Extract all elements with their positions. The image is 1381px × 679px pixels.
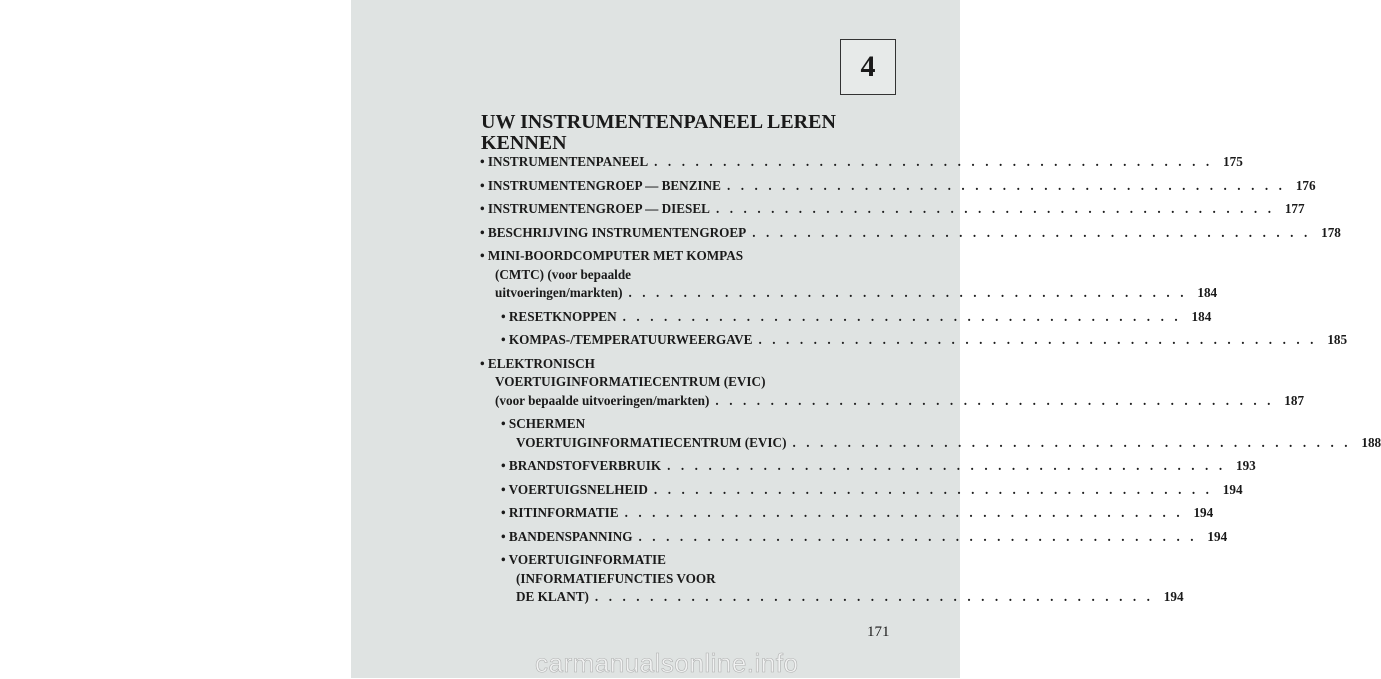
toc-leader-dots: . . . . . . . . . . . . . . . . . . . . . . . . . . . . . . . . . . . . . . . . . — [594, 589, 1154, 604]
toc-leader-dots: . . . . . . . . . . . . . . . . . . . . . . . . . . . . . . . . . . . . . . . . . — [628, 285, 1188, 300]
toc-entry[interactable] — [480, 224, 1341, 243]
toc-leader-dots: . . . . . . . . . . . . . . . . . . . . . . . . . . . . . . . . . . . . . . . . . — [758, 332, 1318, 347]
toc-entry[interactable] — [480, 247, 1218, 303]
toc-leader-dots: . . . . . . . . . . . . . . . . . . . . . . . . . . . . . . . . . . . . . . . . . — [715, 201, 1275, 216]
table-of-contents — [480, 153, 1381, 612]
toc-entry-text: • BESCHRIJVING INSTRUMENTENGROEP — [480, 224, 747, 240]
toc-entry-page: 184 — [1197, 285, 1218, 300]
toc-entry-text: • BANDENSPANNING — [501, 528, 633, 544]
toc-entry-text-continued: VOERTUIGINFORMATIECENTRUM (EVIC) — [495, 374, 766, 389]
toc-entry-text: • INSTRUMENTENGROEP — BENZINE — [480, 177, 721, 193]
toc-entry-page: 187 — [1284, 392, 1305, 408]
toc-subentry[interactable] — [501, 504, 1214, 523]
toc-entry-text-continued: VOERTUIGINFORMATIECENTRUM (EVIC) — [516, 434, 787, 450]
toc-entry-page: 184 — [1191, 308, 1212, 324]
toc-leader-dots: . . . . . . . . . . . . . . . . . . . . . . . . . . . . . . . . . . . . . . . . . — [792, 434, 1352, 450]
toc-subentry[interactable] — [501, 481, 1243, 500]
toc-entry-text: • SCHERMEN — [501, 416, 586, 431]
watermark-text: carmanualsonline.info — [535, 648, 799, 678]
toc-leader-dots: . . . . . . . . . . . . . . . . . . . . . . . . . . . . . . . . . . . . . . . . . — [653, 481, 1213, 497]
toc-entry-text-continued: (INFORMATIEFUNCTIES VOOR — [516, 570, 716, 586]
toc-leader-dots: . . . . . . . . . . . . . . . . . . . . . . . . . . . . . . . . . . . . . . . . . — [624, 505, 1184, 520]
toc-subentry[interactable] — [501, 551, 1184, 607]
toc-subentry[interactable] — [501, 457, 1256, 476]
toc-entry-page: 194 — [1163, 589, 1184, 604]
toc-entry-page: 193 — [1235, 458, 1256, 473]
toc-subentry[interactable] — [501, 415, 1381, 452]
toc-leader-dots: . . . . . . . . . . . . . . . . . . . . . . . . . . . . . . . . . . . . . . . . . — [726, 177, 1286, 193]
toc-entry-page: 185 — [1327, 332, 1348, 347]
toc-entry-text: • VOERTUIGINFORMATIE — [501, 552, 666, 567]
toc-entry-page: 194 — [1193, 505, 1214, 520]
toc-entry[interactable] — [480, 355, 1305, 411]
toc-entry-page: 176 — [1295, 177, 1316, 193]
toc-entry-text: • VOERTUIGSNELHEID — [501, 481, 648, 497]
toc-entry-text-continued: DE KLANT) — [516, 589, 589, 604]
manual-page — [351, 0, 1381, 678]
page-number: 171 — [867, 624, 890, 640]
toc-entry-text: • ELEKTRONISCH — [480, 355, 595, 371]
toc-subentry[interactable] — [501, 331, 1348, 350]
toc-leader-dots: . . . . . . . . . . . . . . . . . . . . . . . . . . . . . . . . . . . . . . . . . — [654, 154, 1213, 169]
chapter-number-box: 4 — [840, 39, 896, 95]
toc-entry-text: • RESETKNOPPEN — [501, 308, 617, 324]
toc-entry-text: • INSTRUMENTENGROEP — DIESEL — [480, 201, 710, 216]
toc-entry-page: 175 — [1223, 154, 1243, 169]
toc-entry-page: 188 — [1361, 434, 1381, 450]
toc-leader-dots: . . . . . . . . . . . . . . . . . . . . . . . . . . . . . . . . . . . . . . . . . — [638, 528, 1198, 544]
toc-entry-page: 194 — [1222, 481, 1243, 497]
toc-entry[interactable] — [480, 177, 1316, 196]
toc-entry[interactable] — [480, 153, 1243, 172]
toc-subentry[interactable] — [501, 308, 1212, 327]
toc-leader-dots: . . . . . . . . . . . . . . . . . . . . . . . . . . . . . . . . . . . . . . . . . — [667, 458, 1226, 473]
toc-leader-dots: . . . . . . . . . . . . . . . . . . . . . . . . . . . . . . . . . . . . . . . . . — [715, 392, 1275, 408]
toc-entry-text-continued: (voor bepaalde uitvoeringen/markten) — [495, 392, 710, 408]
section-title-line-1: UW INSTRUMENTENPANEEL LEREN — [481, 111, 836, 133]
toc-entry-text: • RITINFORMATIE — [501, 505, 619, 520]
toc-entry-text: • INSTRUMENTENPANEEL — [480, 154, 649, 169]
toc-entry[interactable] — [480, 200, 1305, 219]
toc-entry-page: 194 — [1207, 528, 1228, 544]
toc-entry-text: • MINI-BOORDCOMPUTER MET KOMPAS — [480, 248, 744, 263]
toc-entry-text-continued: (CMTC) (voor bepaalde — [495, 266, 632, 282]
toc-entry-text: • BRANDSTOFVERBRUIK — [501, 458, 662, 473]
toc-leader-dots: . . . . . . . . . . . . . . . . . . . . . . . . . . . . . . . . . . . . . . . . . — [622, 308, 1182, 324]
toc-leader-dots: . . . . . . . . . . . . . . . . . . . . . . . . . . . . . . . . . . . . . . . . . — [752, 224, 1311, 240]
toc-entry-page: 177 — [1284, 201, 1305, 216]
toc-entry-text-continued: uitvoeringen/markten) — [495, 285, 623, 300]
blank-left-page — [0, 0, 351, 678]
section-title — [481, 112, 901, 154]
toc-entry-page: 178 — [1321, 224, 1341, 240]
toc-entry-text: • KOMPAS-/TEMPERATUURWEERGAVE — [501, 332, 753, 347]
section-title-line-2: KENNEN — [481, 132, 567, 154]
toc-subentry[interactable] — [501, 528, 1228, 547]
